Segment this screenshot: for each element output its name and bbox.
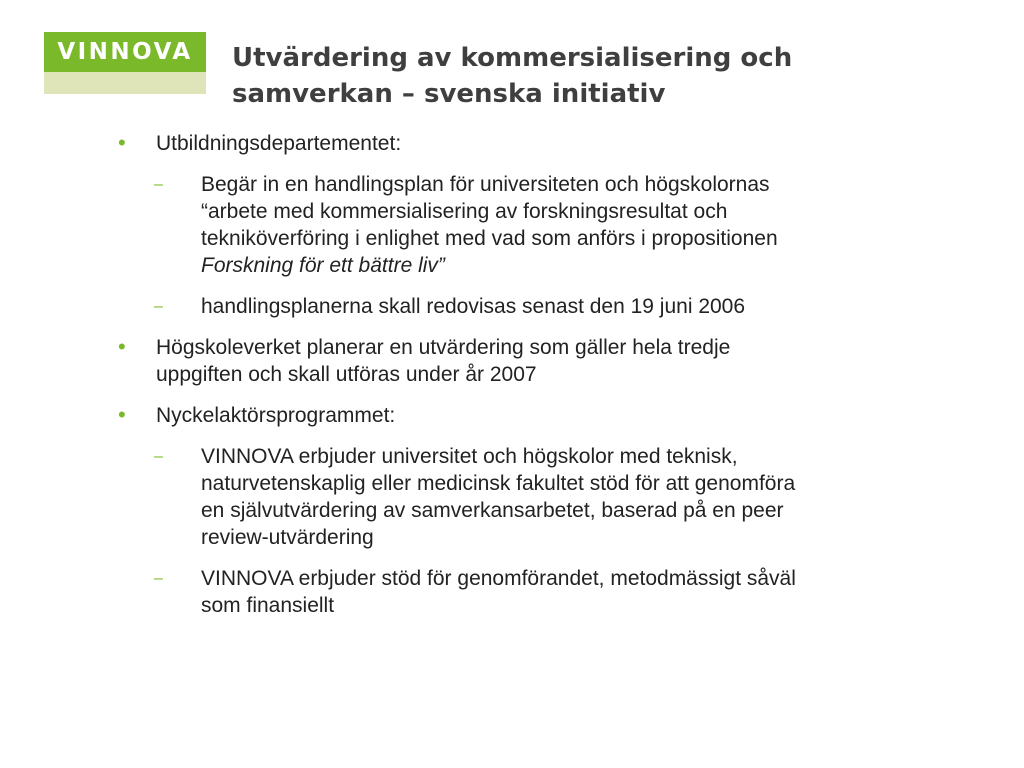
sub-bullet-item (114, 293, 974, 320)
sub-bullet-item (114, 565, 974, 619)
bullet-item (114, 402, 974, 429)
bullet-text: Nyckelaktörsprogrammet: (156, 404, 396, 427)
bullet-item (114, 130, 974, 157)
slide-content (114, 130, 974, 619)
sub-line-italic: Forskning för ett bättre liv” (201, 254, 445, 277)
sub-line: Begär in en handlingsplan för universiteten och högskolornas (201, 173, 770, 196)
dash-icon: – (154, 176, 163, 193)
sub-line: en självutvärdering av samverkansarbetet, baserad på en peer (201, 499, 784, 522)
bullet-icon: • (118, 402, 126, 427)
bullet-icon: • (118, 334, 126, 359)
slide-title (232, 40, 1002, 112)
title-line-2: samverkan – svenska initiativ (232, 79, 666, 109)
sub-bullet-item (114, 171, 974, 279)
logo-light-band (44, 72, 206, 94)
sub-text: handlingsplanerna skall redovisas senast den 19 juni 2006 (201, 295, 746, 318)
bullet-text: Utbildningsdepartementet: (156, 132, 402, 155)
dash-icon: – (154, 448, 163, 465)
vinnova-logo (44, 32, 206, 94)
sub-line: VINNOVA erbjuder universitet och högskolor med teknisk, (201, 445, 738, 468)
sub-line: tekniköverföring i enlighet med vad som anförs i propositionen (201, 227, 778, 250)
dash-icon: – (154, 570, 163, 587)
sub-line: review-utvärdering (201, 526, 374, 549)
bullet-icon: • (118, 130, 126, 155)
sub-bullet-item (114, 443, 974, 551)
bullet-line: uppgiften och skall utföras under år 2007 (156, 363, 537, 386)
dash-icon: – (154, 298, 163, 315)
logo-text: VINNOVA (57, 39, 193, 65)
sub-line: naturvetenskaplig eller medicinsk fakultet stöd för att genomföra (201, 472, 796, 495)
sub-line: “arbete med kommersialisering av forskningsresultat och (201, 200, 728, 223)
title-line-1: Utvärdering av kommersialisering och (232, 43, 793, 73)
sub-line: som finansiellt (201, 594, 335, 617)
bullet-line: Högskoleverket planerar en utvärdering som gäller hela tredje (156, 336, 731, 359)
bullet-item (114, 334, 974, 388)
sub-line: VINNOVA erbjuder stöd för genomförandet, metodmässigt såväl (201, 567, 796, 590)
